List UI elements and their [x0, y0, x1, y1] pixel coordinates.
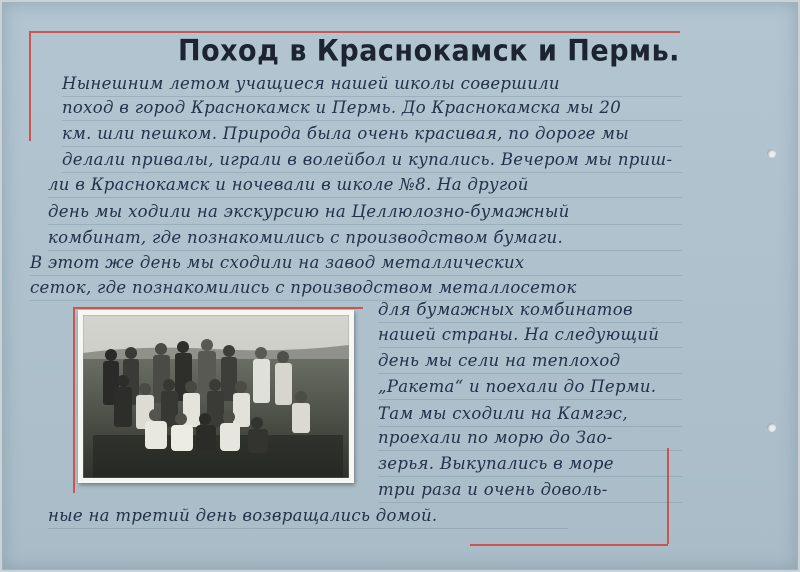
text-line: В этот же день мы сходили на завод металлических	[30, 253, 525, 272]
margin-line-top	[30, 31, 680, 33]
group-photo	[78, 310, 354, 483]
text-line: зерья. Выкупались в море	[378, 454, 614, 473]
text-line: Нынешним летом учащиеся нашей школы совершили	[62, 74, 560, 93]
margin-line-left	[29, 31, 31, 141]
text-line: сеток, где познакомились с производством металлосеток	[30, 278, 577, 297]
punch-hole	[767, 423, 776, 432]
text-line: три раза и очень доволь-	[378, 480, 608, 499]
text-line: „Ракета“ и поехали до Перми.	[378, 377, 657, 396]
photo-frame-line	[73, 307, 363, 309]
text-line: комбинат, где познакомились с производством бумаги.	[48, 228, 564, 247]
text-line: поход в город Краснокамск и Пермь. До Краснокамска мы 20	[62, 98, 621, 117]
text-line: делали привалы, играли в волейбол и купались. Вечером мы приш-	[62, 150, 673, 169]
margin-line-right	[667, 448, 669, 544]
text-line: нашей страны. На следующий	[378, 325, 660, 344]
text-line: ные на третий день возвращались домой.	[48, 506, 438, 525]
page-title: Поход в Краснокамск и Пермь.	[178, 34, 680, 69]
text-line: Там мы сходили на Камгэс,	[378, 404, 628, 423]
text-line: день мы сели на теплоход	[378, 351, 621, 370]
photo-frame-line	[73, 307, 75, 493]
punch-hole	[767, 149, 776, 158]
text-line: ли в Краснокамск и ночевали в школе №8. На другой	[48, 175, 529, 194]
text-line: для бумажных комбинатов	[378, 300, 633, 319]
margin-line-bottom	[470, 544, 668, 546]
text-line: проехали по морю до Зао-	[378, 428, 613, 447]
text-line: км. шли пешком. Природа была очень красивая, по дороге мы	[62, 124, 630, 143]
photo-image	[83, 315, 349, 478]
text-line: день мы ходили на экскурсию на Целлюлозно-бумажный	[48, 202, 570, 221]
